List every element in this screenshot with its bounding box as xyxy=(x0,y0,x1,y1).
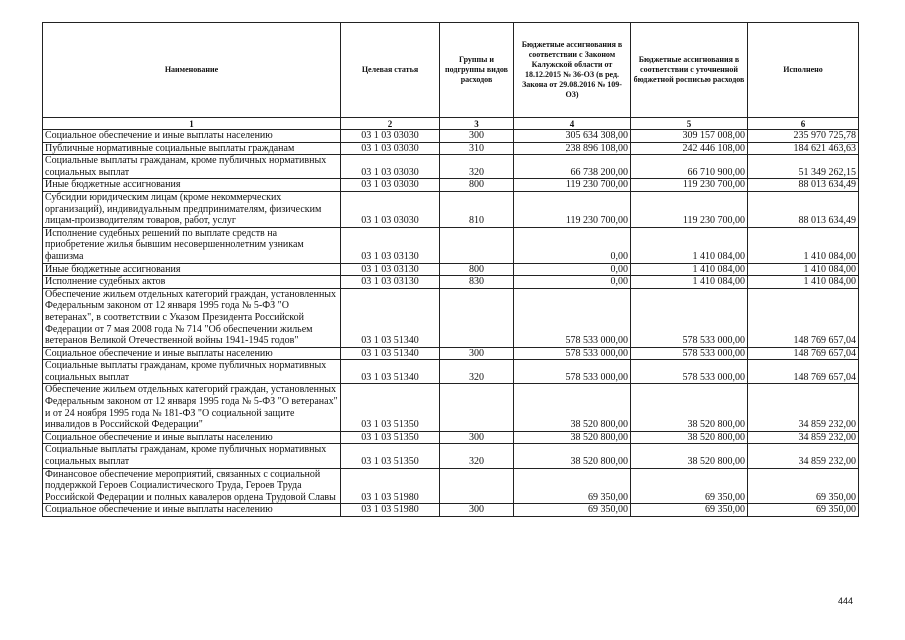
row-expense-group: 800 xyxy=(440,179,514,192)
row-expense-group: 310 xyxy=(440,142,514,155)
row-budget-law: 119 230 700,00 xyxy=(514,191,631,227)
row-budget-revised: 1 410 084,00 xyxy=(631,227,748,263)
row-name: Субсидии юридическим лицам (кроме некоммерческих организаций), индивидуальным предпринимателям, физическим лицам-производителям товаров, работ, услуг xyxy=(43,191,341,227)
header-executed: Исполнено xyxy=(748,23,859,118)
budget-table xyxy=(42,22,859,517)
row-budget-revised: 1 410 084,00 xyxy=(631,276,748,289)
row-budget-law: 0,00 xyxy=(514,227,631,263)
row-target-article: 03 1 03 51980 xyxy=(341,504,440,517)
table-row xyxy=(43,288,859,347)
table-row xyxy=(43,130,859,143)
table-row xyxy=(43,347,859,360)
row-budget-law: 578 533 000,00 xyxy=(514,288,631,347)
row-budget-law: 238 896 108,00 xyxy=(514,142,631,155)
row-budget-law: 578 533 000,00 xyxy=(514,347,631,360)
column-number: 3 xyxy=(440,118,514,130)
table-row xyxy=(43,142,859,155)
table-row xyxy=(43,227,859,263)
row-name: Исполнение судебных решений по выплате средств на приобретение жилья бывшим несовершеннолетним узникам фашизма xyxy=(43,227,341,263)
row-executed: 34 859 232,00 xyxy=(748,444,859,468)
row-expense-group: 300 xyxy=(440,130,514,143)
row-executed: 88 013 634,49 xyxy=(748,179,859,192)
row-expense-group: 320 xyxy=(440,360,514,384)
page-number: 444 xyxy=(838,596,854,606)
row-budget-law: 0,00 xyxy=(514,263,631,276)
row-name: Социальные выплаты гражданам, кроме публичных нормативных социальных выплат xyxy=(43,360,341,384)
row-target-article: 03 1 03 51350 xyxy=(341,384,440,431)
row-name: Обеспечение жильем отдельных категорий граждан, установленных Федеральным законом от 12 января 1995 года № 5-ФЗ "О ветеранах" и от 24 ноября 1995 года № 181-ФЗ "О социальной защите инвалидов в Российской Федерации" xyxy=(43,384,341,431)
row-budget-law: 69 350,00 xyxy=(514,468,631,504)
row-name: Социальное обеспечение и иные выплаты населению xyxy=(43,431,341,444)
row-expense-group xyxy=(440,227,514,263)
table-header xyxy=(43,23,859,130)
row-name: Социальное обеспечение и иные выплаты населению xyxy=(43,504,341,517)
row-expense-group xyxy=(440,384,514,431)
row-expense-group: 800 xyxy=(440,263,514,276)
row-expense-group: 830 xyxy=(440,276,514,289)
row-executed: 148 769 657,04 xyxy=(748,360,859,384)
row-budget-revised: 309 157 008,00 xyxy=(631,130,748,143)
row-name: Обеспечение жильем отдельных категорий граждан, установленных Федеральным законом от 12 января 1995 года № 5-ФЗ "О ветеранах", в соответствии с Указом Президента Российской Федерации от 7 мая 2008 года № 714 "Об обеспечении жильем ветеранов Великой Отечественной войны 1941-1945 годов" xyxy=(43,288,341,347)
row-expense-group xyxy=(440,288,514,347)
row-target-article: 03 1 03 51340 xyxy=(341,360,440,384)
row-target-article: 03 1 03 03130 xyxy=(341,276,440,289)
column-number: 1 xyxy=(43,118,341,130)
column-number: 6 xyxy=(748,118,859,130)
row-expense-group: 320 xyxy=(440,444,514,468)
row-budget-revised: 578 533 000,00 xyxy=(631,360,748,384)
row-target-article: 03 1 03 51350 xyxy=(341,431,440,444)
row-budget-revised: 119 230 700,00 xyxy=(631,179,748,192)
row-expense-group: 300 xyxy=(440,431,514,444)
row-executed: 148 769 657,04 xyxy=(748,347,859,360)
row-executed: 34 859 232,00 xyxy=(748,384,859,431)
row-target-article: 03 1 03 03130 xyxy=(341,263,440,276)
header-budget-law: Бюджетные ассигнования в соответствии с Законом Калужской области от 18.12.2015 № 36-ОЗ (в ред. Закона от 29.08.2016 № 109-ОЗ) xyxy=(514,23,631,118)
row-name: Социальные выплаты гражданам, кроме публичных нормативных социальных выплат xyxy=(43,155,341,179)
row-budget-revised: 1 410 084,00 xyxy=(631,263,748,276)
row-target-article: 03 1 03 51350 xyxy=(341,444,440,468)
table-row xyxy=(43,179,859,192)
row-budget-revised: 69 350,00 xyxy=(631,504,748,517)
row-name: Исполнение судебных актов xyxy=(43,276,341,289)
row-budget-revised: 242 446 108,00 xyxy=(631,142,748,155)
row-budget-revised: 38 520 800,00 xyxy=(631,444,748,468)
row-executed: 235 970 725,78 xyxy=(748,130,859,143)
row-executed: 34 859 232,00 xyxy=(748,431,859,444)
row-budget-revised: 69 350,00 xyxy=(631,468,748,504)
row-executed: 88 013 634,49 xyxy=(748,191,859,227)
row-name: Иные бюджетные ассигнования xyxy=(43,263,341,276)
column-number: 5 xyxy=(631,118,748,130)
row-executed: 1 410 084,00 xyxy=(748,276,859,289)
table-row xyxy=(43,444,859,468)
table-body xyxy=(43,130,859,517)
row-executed: 148 769 657,04 xyxy=(748,288,859,347)
row-expense-group: 810 xyxy=(440,191,514,227)
header-expense-groups: Группы и подгруппы видов расходов xyxy=(440,23,514,118)
row-target-article: 03 1 03 03030 xyxy=(341,179,440,192)
row-name: Социальные выплаты гражданам, кроме публичных нормативных социальных выплат xyxy=(43,444,341,468)
table-row xyxy=(43,504,859,517)
row-budget-law: 69 350,00 xyxy=(514,504,631,517)
row-name: Социальное обеспечение и иные выплаты населению xyxy=(43,130,341,143)
row-budget-revised: 578 533 000,00 xyxy=(631,288,748,347)
row-budget-revised: 578 533 000,00 xyxy=(631,347,748,360)
row-executed: 1 410 084,00 xyxy=(748,263,859,276)
row-budget-law: 119 230 700,00 xyxy=(514,179,631,192)
row-executed: 69 350,00 xyxy=(748,504,859,517)
row-budget-law: 38 520 800,00 xyxy=(514,431,631,444)
row-budget-law: 38 520 800,00 xyxy=(514,384,631,431)
header-budget-revised: Бюджетные ассигнования в соответствии с уточненной бюджетной росписью расходов xyxy=(631,23,748,118)
row-name: Иные бюджетные ассигнования xyxy=(43,179,341,192)
row-target-article: 03 1 03 03030 xyxy=(341,155,440,179)
row-expense-group: 320 xyxy=(440,155,514,179)
row-target-article: 03 1 03 03030 xyxy=(341,191,440,227)
row-executed: 51 349 262,15 xyxy=(748,155,859,179)
header-target-article: Целевая статья xyxy=(341,23,440,118)
row-executed: 69 350,00 xyxy=(748,468,859,504)
table-row xyxy=(43,468,859,504)
table-row xyxy=(43,276,859,289)
row-name: Публичные нормативные социальные выплаты гражданам xyxy=(43,142,341,155)
row-budget-revised: 38 520 800,00 xyxy=(631,431,748,444)
table-row xyxy=(43,191,859,227)
column-number: 2 xyxy=(341,118,440,130)
table-row xyxy=(43,384,859,431)
table-row xyxy=(43,155,859,179)
row-executed: 1 410 084,00 xyxy=(748,227,859,263)
header-name: Наименование xyxy=(43,23,341,118)
row-budget-law: 38 520 800,00 xyxy=(514,444,631,468)
table-row xyxy=(43,431,859,444)
row-target-article: 03 1 03 03130 xyxy=(341,227,440,263)
table-row xyxy=(43,263,859,276)
row-budget-law: 305 634 308,00 xyxy=(514,130,631,143)
row-target-article: 03 1 03 03030 xyxy=(341,142,440,155)
column-number: 4 xyxy=(514,118,631,130)
row-budget-law: 0,00 xyxy=(514,276,631,289)
row-target-article: 03 1 03 51340 xyxy=(341,288,440,347)
row-budget-revised: 66 710 900,00 xyxy=(631,155,748,179)
table-row xyxy=(43,360,859,384)
row-name: Финансовое обеспечение мероприятий, связанных с социальной поддержкой Героев Социалистического Труда, Героев Труда Российской Федерации и полных кавалеров ордена Трудовой Славы xyxy=(43,468,341,504)
row-name: Социальное обеспечение и иные выплаты населению xyxy=(43,347,341,360)
column-number-row xyxy=(43,118,859,130)
row-budget-revised: 38 520 800,00 xyxy=(631,384,748,431)
row-budget-law: 66 738 200,00 xyxy=(514,155,631,179)
row-target-article: 03 1 03 51980 xyxy=(341,468,440,504)
row-budget-revised: 119 230 700,00 xyxy=(631,191,748,227)
row-executed: 184 621 463,63 xyxy=(748,142,859,155)
row-budget-law: 578 533 000,00 xyxy=(514,360,631,384)
row-target-article: 03 1 03 03030 xyxy=(341,130,440,143)
row-expense-group: 300 xyxy=(440,347,514,360)
row-expense-group xyxy=(440,468,514,504)
row-target-article: 03 1 03 51340 xyxy=(341,347,440,360)
row-expense-group: 300 xyxy=(440,504,514,517)
